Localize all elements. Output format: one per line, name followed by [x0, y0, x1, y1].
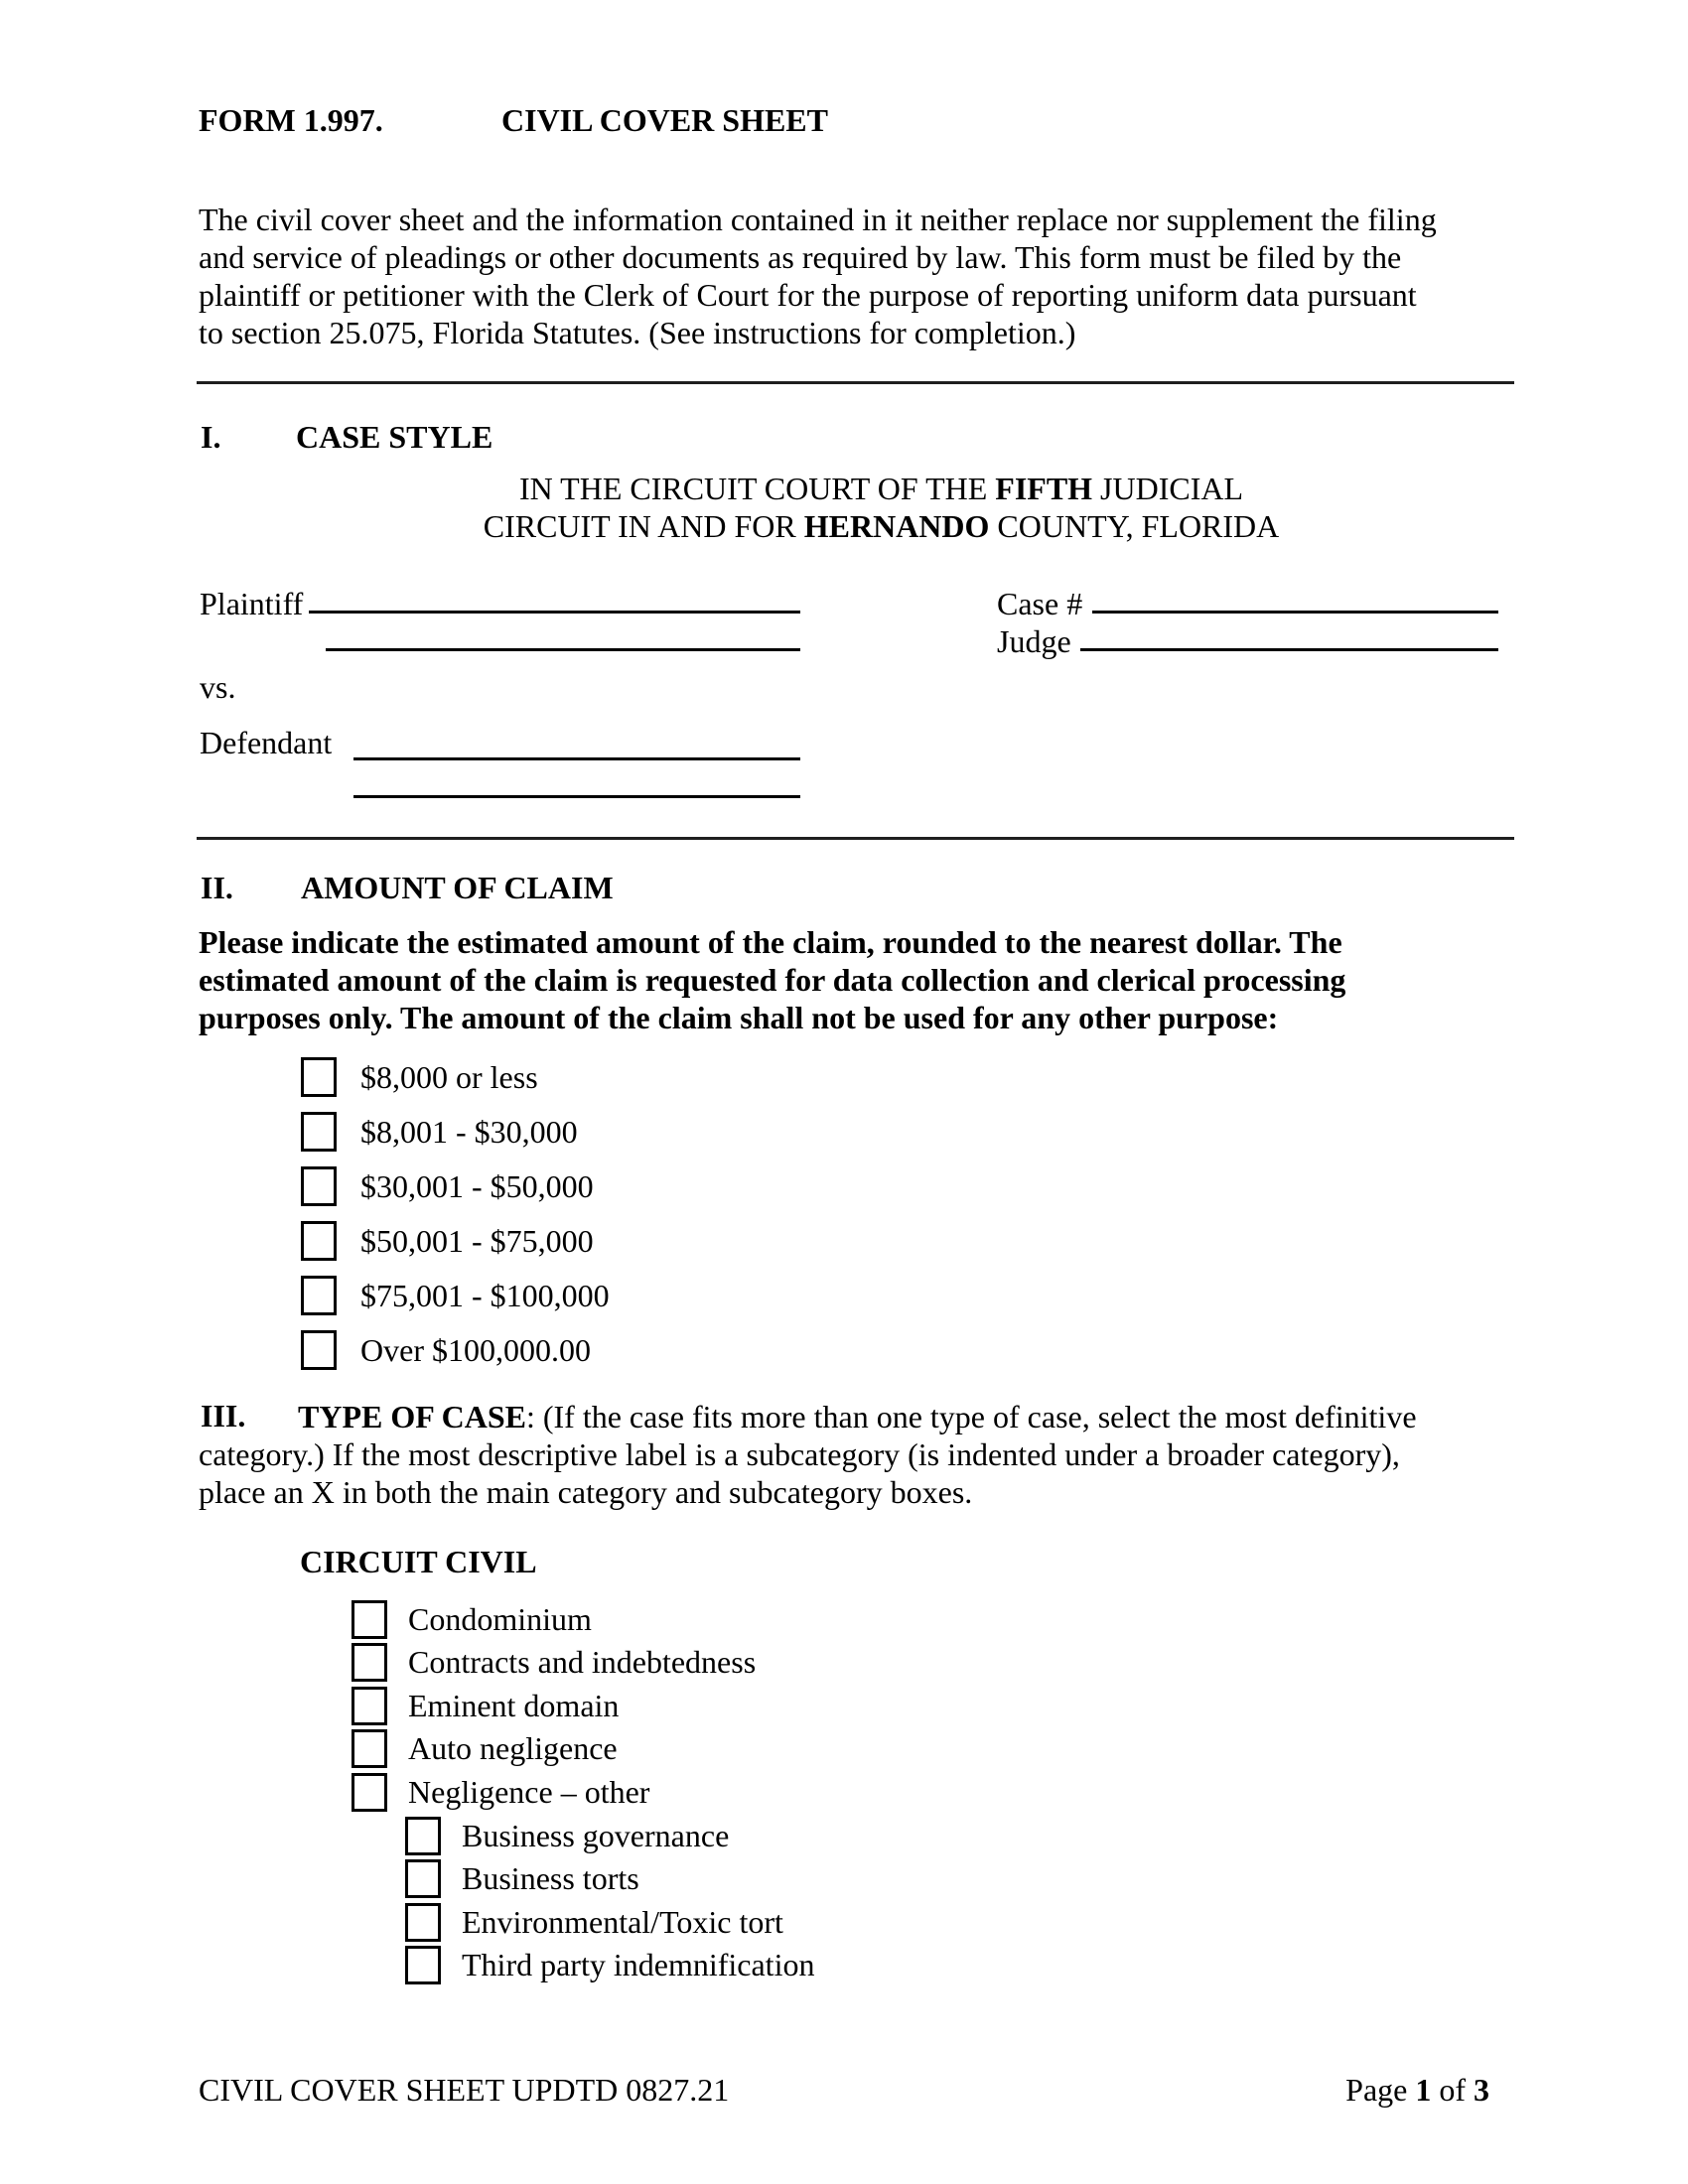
case-type-label: Environmental/Toxic tort	[462, 1904, 783, 1940]
type-of-case-line-3: place an X in both the main category and subcategory boxes.	[199, 1474, 973, 1510]
amount-option-row	[301, 1057, 538, 1097]
case-type-label: Auto negligence	[408, 1730, 618, 1766]
amount-option-label: $75,001 - $100,000	[360, 1277, 610, 1313]
case-type-checkbox[interactable]	[352, 1773, 387, 1812]
intro-line: and service of pleadings or other documents as required by law. This form must be filed by the	[199, 239, 1402, 275]
amount-instructions	[199, 923, 1345, 1036]
amount-option-row	[301, 1112, 578, 1152]
case-type-label: Eminent domain	[408, 1688, 620, 1723]
court-caption-line-1: IN THE CIRCUIT COURT OF THE FIFTH JUDICIAL	[518, 471, 1244, 506]
judge-line[interactable]	[1080, 648, 1498, 651]
case-type-checkbox[interactable]	[405, 1859, 441, 1898]
amount-option-row	[301, 1221, 594, 1261]
court-caption	[248, 470, 1514, 545]
case-type-row	[352, 1600, 592, 1639]
judge-label: Judge	[997, 623, 1071, 659]
case-number-line[interactable]	[1092, 611, 1498, 614]
amount-option-label: Over $100,000.00	[360, 1331, 591, 1368]
amount-checkbox[interactable]	[301, 1112, 337, 1152]
intro-paragraph	[199, 201, 1437, 351]
amount-option-row	[301, 1330, 591, 1370]
case-type-subcategory-row	[405, 1859, 639, 1898]
case-type-row	[352, 1643, 756, 1682]
case-type-checkbox[interactable]	[405, 1903, 441, 1942]
amount-checkbox[interactable]	[301, 1057, 337, 1097]
case-type-label: Contracts and indebtedness	[408, 1644, 757, 1680]
case-type-row	[352, 1729, 618, 1768]
case-type-checkbox[interactable]	[352, 1600, 387, 1639]
circuit-civil-subheading: CIRCUIT CIVIL	[300, 1544, 537, 1579]
intro-line: plaintiff or petitioner with the Clerk of Court for the purpose of reporting uniform data pursuant	[199, 277, 1417, 313]
section-2-heading: AMOUNT OF CLAIM	[301, 870, 614, 905]
amount-option-label: $50,001 - $75,000	[360, 1222, 594, 1259]
case-type-checkbox[interactable]	[352, 1687, 387, 1725]
amount-instruction-line: purposes only. The amount of the claim shall not be used for any other purpose:	[199, 1000, 1279, 1035]
section-1-heading: CASE STYLE	[296, 419, 493, 455]
defendant-line-2[interactable]	[353, 795, 800, 798]
footer-page-number: 1	[1415, 2072, 1432, 2108]
amount-option-label: $8,001 - $30,000	[360, 1113, 578, 1150]
case-type-checkbox[interactable]	[405, 1817, 441, 1855]
case-type-label: Condominium	[408, 1601, 592, 1637]
amount-option-label: $30,001 - $50,000	[360, 1167, 594, 1204]
amount-option-row	[301, 1276, 610, 1315]
case-type-row	[352, 1773, 649, 1812]
case-type-subcategory-row	[405, 1946, 814, 1984]
intro-line: to section 25.075, Florida Statutes. (See instructions for completion.)	[199, 315, 1076, 350]
amount-checkbox[interactable]	[301, 1221, 337, 1261]
case-type-label: Negligence – other	[408, 1774, 650, 1810]
case-number-label: Case #	[997, 586, 1083, 621]
court-caption-line-2: CIRCUIT IN AND FOR HERNANDO COUNTY, FLORIDA	[483, 508, 1280, 544]
form-number: FORM 1.997.	[199, 102, 383, 138]
case-type-subcategory-row	[405, 1903, 783, 1942]
section-3-numeral: III.	[201, 1398, 246, 1433]
footer-page-total: 3	[1474, 2072, 1489, 2108]
amount-checkbox[interactable]	[301, 1330, 337, 1370]
plaintiff-label: Plaintiff	[200, 586, 304, 621]
case-type-checkbox[interactable]	[352, 1729, 387, 1768]
case-type-checkbox[interactable]	[405, 1946, 441, 1984]
vs-label: vs.	[200, 669, 236, 705]
case-type-checkbox[interactable]	[352, 1643, 387, 1682]
amount-checkbox[interactable]	[301, 1276, 337, 1315]
case-type-label: Business governance	[462, 1818, 730, 1853]
case-type-subcategory-row	[405, 1817, 729, 1855]
intro-line: The civil cover sheet and the information contained in it neither replace nor supplement the filing	[199, 202, 1437, 237]
footer-page-indicator: Page 1 of 3	[1345, 2072, 1489, 2108]
section-3-heading: TYPE OF CASE	[298, 1399, 526, 1434]
amount-checkbox[interactable]	[301, 1166, 337, 1206]
amount-instruction-line: estimated amount of the claim is requested for data collection and clerical processing	[199, 962, 1346, 998]
case-type-row	[352, 1687, 619, 1725]
amount-option-label: $8,000 or less	[360, 1058, 538, 1095]
type-of-case-line-1: TYPE OF CASE: (If the case fits more than one type of case, select the most definitive	[298, 1399, 1417, 1434]
type-of-case-line-2: category.) If the most descriptive label is a subcategory (is indented under a broader category),	[199, 1436, 1400, 1472]
plaintiff-line-2[interactable]	[326, 648, 800, 651]
section-1-numeral: I.	[201, 419, 221, 455]
case-type-label: Business torts	[462, 1860, 639, 1896]
section-2-numeral: II.	[201, 870, 233, 905]
plaintiff-line-1[interactable]	[309, 611, 800, 614]
section-divider	[197, 381, 1514, 384]
amount-option-row	[301, 1166, 594, 1206]
footer-document-id: CIVIL COVER SHEET UPDTD 0827.21	[199, 2072, 730, 2108]
section-divider	[197, 837, 1514, 840]
case-type-label: Third party indemnification	[462, 1947, 815, 1982]
page-title: CIVIL COVER SHEET	[501, 102, 828, 138]
defendant-line-1[interactable]	[353, 757, 800, 760]
page-footer	[199, 2072, 1489, 2109]
defendant-label: Defendant	[200, 725, 333, 760]
amount-instruction-line: Please indicate the estimated amount of the claim, rounded to the nearest dollar. The	[199, 924, 1342, 960]
